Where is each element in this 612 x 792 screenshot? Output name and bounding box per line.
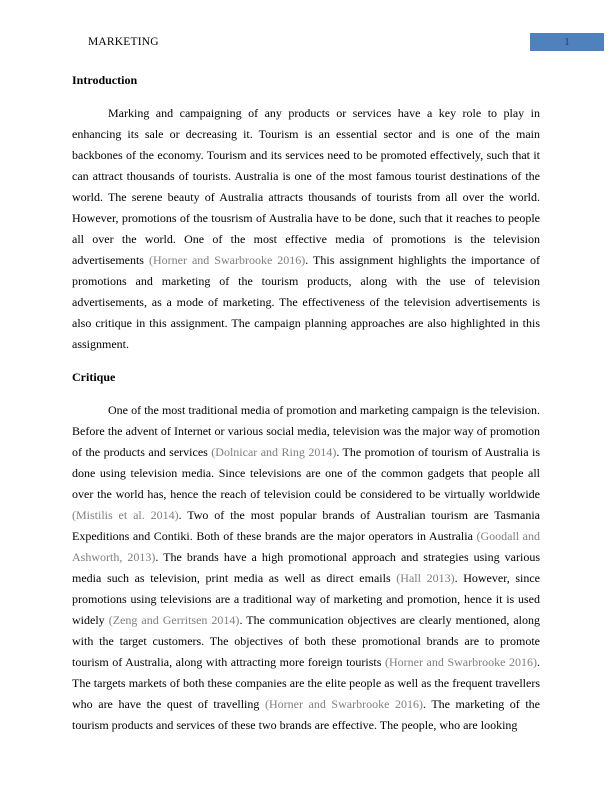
page-number: 1 [564,36,570,48]
citation-text: (Horner and Swarbrooke 2016) [264,697,423,711]
section-heading: Introduction [72,73,138,87]
section-heading: Critique [72,370,116,384]
body-text: . The brands have a high promotional approach and strategies using various media such as television, print media as well as direct emails [72,550,540,585]
body-text: . The promotion of tourism of Australia is done using television media. Since televisions are one of the common gadgets that people all over the world has, hence the reach of television could be considered to be virtually worldwide [72,445,540,501]
body-text: One of the most traditional media of promotion and marketing campaign is the television. Before the advent of Internet or various social media, television was the major way of promotion of the products and services [72,403,540,459]
body-text: . However, since promotions using televisions are a traditional way of marketing and promotion, hence it is used widely [72,571,541,627]
citation-text: (Hall 2013) [396,571,455,585]
citation-text: (Goodall and Ashworth, 2013) [72,529,541,564]
citation-text: (Zeng and Gerritsen 2014) [108,613,240,627]
page-number-badge [530,33,604,51]
body-text: . This assignment highlights the importance of promotions and marketing of the tourism products, along with the use of television advertisements, as a mode of marketing. The effectiveness of the television advertisements is also critique in this assignment. The campaign planning approaches are also highlighted in this assignment. [72,253,540,351]
running-header-title: MARKETING [88,36,159,48]
paragraph [72,103,540,355]
citation-text: (Horner and Swarbrooke 2016) [385,655,537,669]
citation-text: (Mistilis et al. 2014) [72,508,179,522]
body-text: . The marketing of the tourism products and services of these two brands are effective. The people, who are looking [72,697,541,732]
body-text: Marking and campaigning of any products or services have a key role to play in enhancing its sale or decreasing it. Tourism is an essential sector and is one of the main backbones of the economy. Tourism and its services need to be promoted effectively, such that it can attract thousands of tourists. Australia is one of the most famous tourist destinations of the world. The serene beauty of Australia attracts thousands of tourists from all over the world. However, promotions of the tousrism of Australia have to be done, such that it reaches to people all over the world. One of the most effective media of promotions is the television advertisements [72,106,540,267]
body-text: . The communication objectives are clearly mentioned, along with the target customers. The objectives of both these promotional brands are to promote tourism of Australia, along with attracting more foreign tourists [72,613,541,669]
body-text: . Two of the most popular brands of Australian tourism are Tasmania Expeditions and Contiki. Both of these brands are the major operators in Australia [72,508,540,543]
paragraph [72,400,540,736]
citation-text: (Dolnicar and Ring 2014) [211,445,337,459]
body-text: . The targets markets of both these companies are the elite people as well as the frequent travellers who are have the quest of travelling [72,655,540,711]
citation-text: (Horner and Swarbrooke 2016) [148,253,306,267]
document-body [72,70,540,748]
